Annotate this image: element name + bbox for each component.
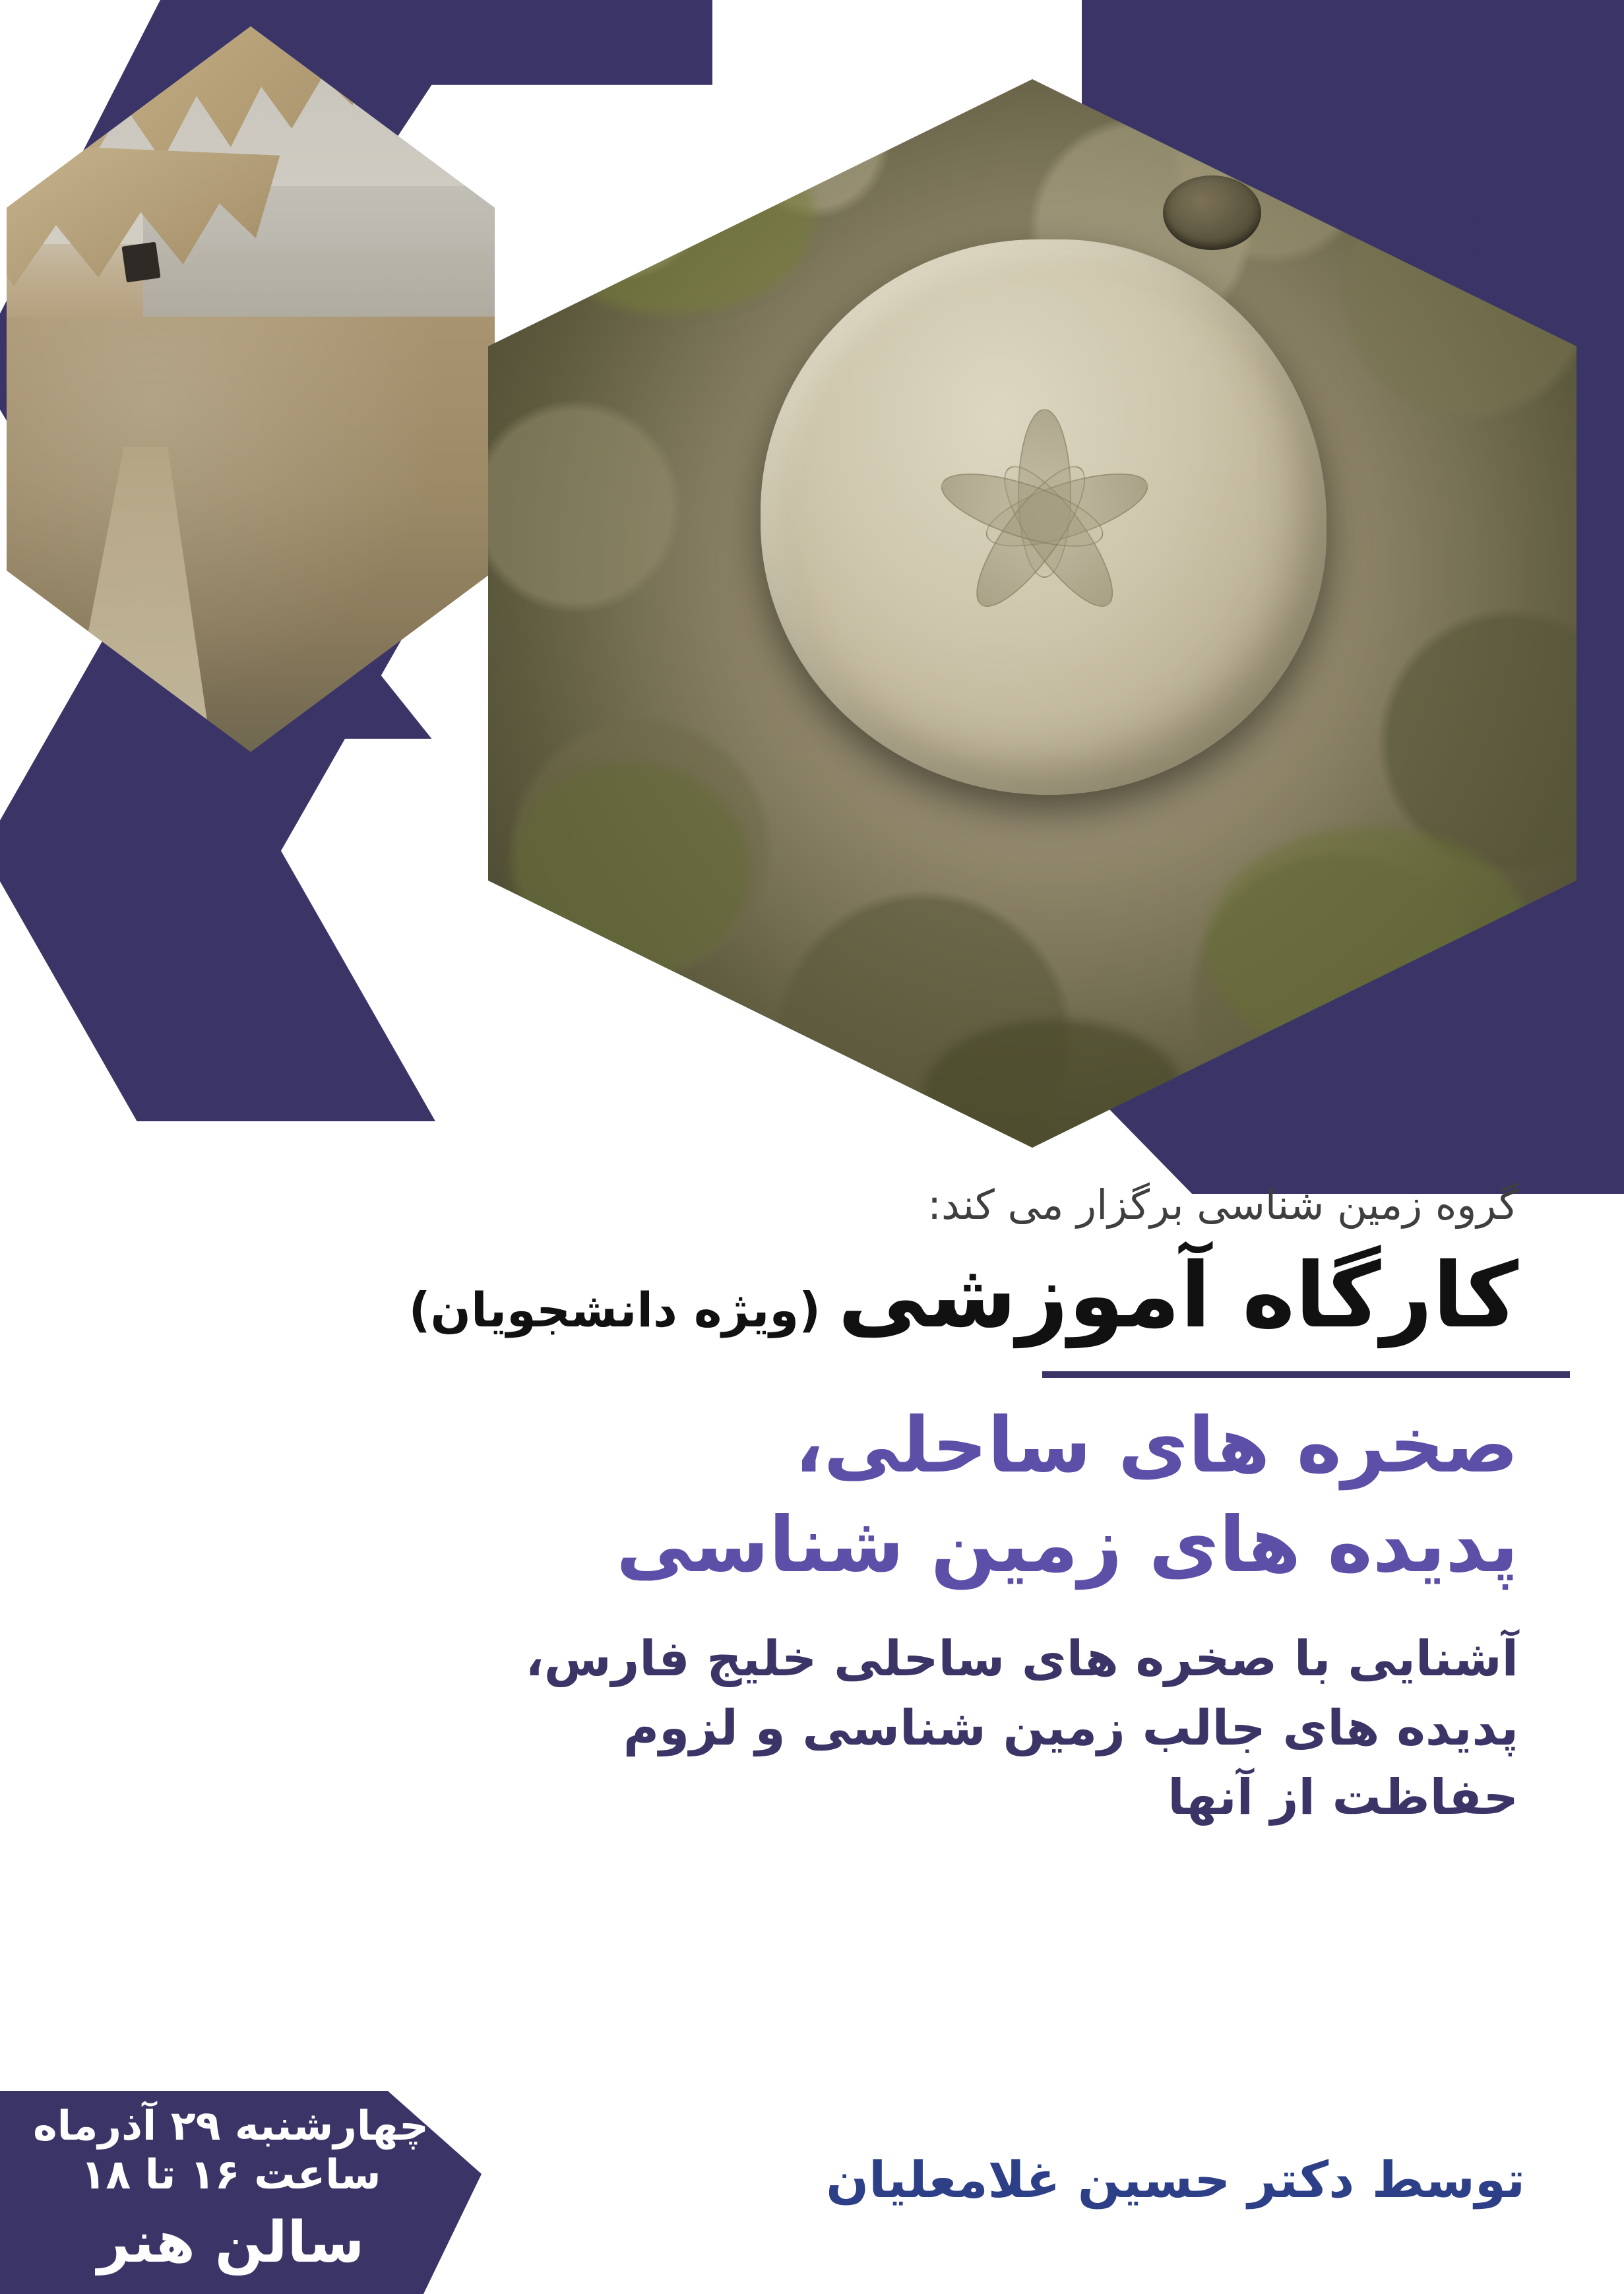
- coastal-cliff-photo: [7, 26, 495, 752]
- poster-footer: [0, 2071, 1624, 2294]
- event-time: ساعت ۱۶ تا ۱۸: [80, 2150, 381, 2199]
- event-details-text: [26, 2101, 435, 2278]
- fossil-disc: [761, 239, 1327, 795]
- title-row: [0, 1245, 1624, 1348]
- event-date: چهارشنبه ۲۹ آذرماه: [33, 2101, 429, 2150]
- presenter-name: توسط دکتر حسین غلامعلیان: [826, 2150, 1525, 2209]
- fossil-cavity: [1163, 175, 1261, 250]
- audience-note: (ویژه دانشجویان): [408, 1282, 821, 1338]
- workshop-description: آشنایی با صخره های ساحلی خلیج فارس، پدیده های جالب زمین شناسی و لزوم حفاظت از آنها: [525, 1630, 1518, 1826]
- title-divider: [1042, 1371, 1570, 1378]
- organizer-line: گروه زمین شناسی برگزار می کند:: [927, 1181, 1518, 1229]
- event-venue: سالن هنر: [97, 2209, 365, 2276]
- workshop-subject: صخره های ساحلی، پدیده های زمین شناسی: [616, 1401, 1518, 1590]
- page-title: کارگاه آموزشی: [838, 1244, 1518, 1348]
- moss-patch: [510, 763, 749, 977]
- moss-patch: [532, 122, 815, 315]
- cliff-scene: [7, 26, 495, 752]
- cliff-dark-rock: [121, 242, 160, 283]
- poster-text-content: [0, 1181, 1624, 2104]
